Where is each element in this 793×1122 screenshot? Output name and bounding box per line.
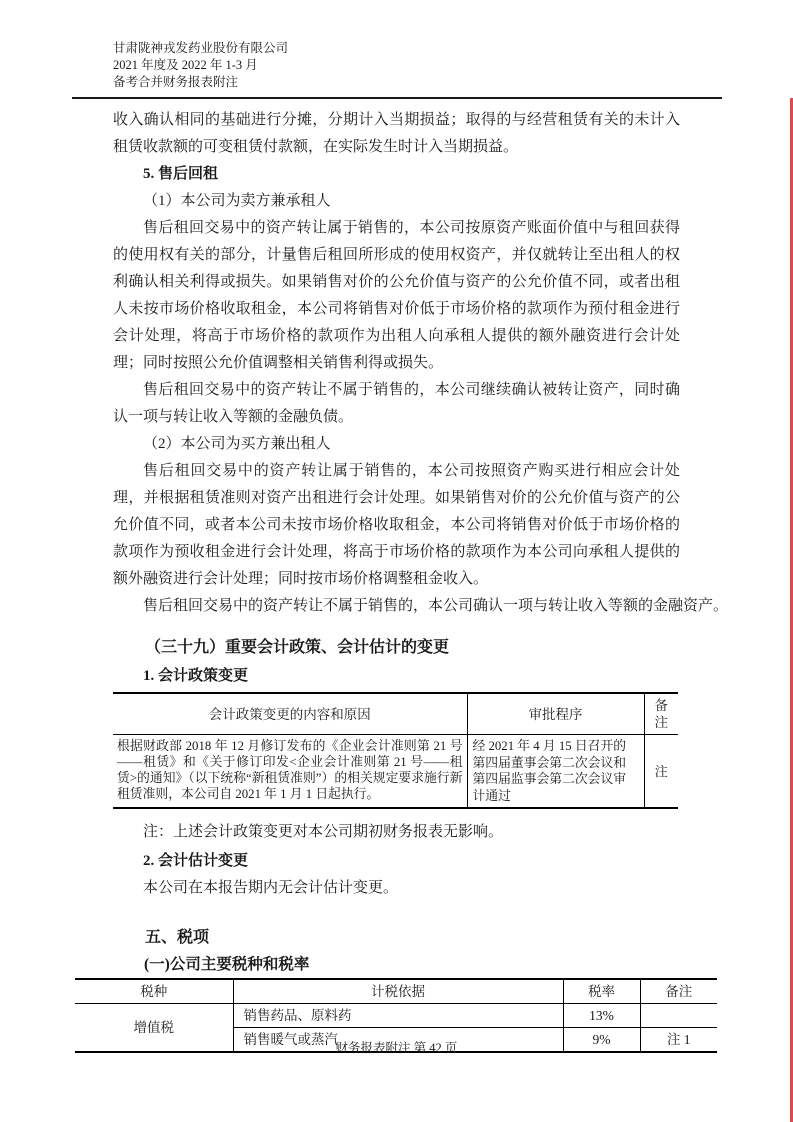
tax-cell-note: 注 1 [640,1028,717,1053]
policy-header-note: 备注 [644,693,678,735]
tax-header-note: 备注 [640,979,717,1004]
paragraph-seller-nonsale: 售后租回交易中的资产转让不属于销售的，本公司继续确认被转让资产，同时确认一项与转让收入等额的金融负债。 [113,382,680,425]
heading-tax-section: 五、税项 [145,929,210,946]
paragraph-buyer-nonsale: 售后租回交易中的资产转让不属于销售的，本公司确认一项与转让收入等额的金融资产。 [143,598,729,614]
heading-estimate-change: 2. 会计估计变更 [143,853,249,869]
heading-policy-change: 1. 会计政策变更 [143,668,249,684]
policy-table-header-row [113,693,678,735]
policy-cell-approval: 经 2021 年 4 月 15 日召开的第四届董事会第二次会议和第四届监事会第二次会议审计通过 [467,735,644,809]
heading-sale-leaseback: 5. 售后回租 [143,166,219,182]
tax-cell-basis: 销售药品、原料药 [233,1004,563,1028]
policy-cell-content: 根据财政部 2018 年 12 月修订发布的《企业会计准则第 21 号——租赁》和《关于修订印发<企业会计准则第 21 号——租赁>的通知》（以下统称“新租赁准则”）的相关规定要求施行新租赁准则，本公司自 2021 年 1 月 1 日起执行。 [113,735,467,809]
paragraph-buyer-sale: 售后租回交易中的资产转让属于销售的，本公司按照资产购买进行相应会计处理，并根据租赁准则对资产出租进行会计处理。如果销售对价的公允价值与资产的公允价值不同，或者本公司未按市场价格收取租金，本公司将销售对价低于市场价格的款项作为预收租金进行会计处理，将高于市场价格的款项作为本公司向承租人提供的额外融资进行会计处理；同时按市场价格调整租金收入。 [113,463,680,587]
page-header [113,40,288,91]
heading-section-39: （三十九）重要会计政策、会计估计的变更 [145,639,450,656]
tax-header-type: 税种 [75,979,233,1004]
tax-cell-rate: 9% [563,1028,640,1053]
paragraph-policy-note: 注：上述会计政策变更对本公司期初财务报表无影响。 [143,824,504,840]
tax-cell-note [640,1004,717,1028]
policy-table-row [113,735,678,809]
header-company: 甘肃陇神戎发药业股份有限公司 [113,41,289,55]
tax-header-rate: 税率 [563,979,640,1004]
tax-header-basis: 计税依据 [233,979,563,1004]
document-body [113,107,729,1053]
paragraph-seller-sale: 售后租回交易中的资产转让属于销售的，本公司按原资产账面价值中与租回获得的使用权有关的部分，计量售后租回所形成的使用权资产，并仅就转让至出租人的权利确认相关利得或损失。如果销售对价的公允价值与资产的公允价值不同，或者出租人未按市场价格收取租金，本公司将销售对价低于市场价格的款项作为预付租金进行会计处理，将高于市场价格的款项作为出租人向承租人提供的额外融资进行会计处理；同时按照公允价值调整相关销售利得或损失。 [113,220,680,371]
tax-cell-type: 增值税 [75,1004,233,1053]
policy-change-table [113,692,678,809]
paragraph-estimate: 本公司在本报告期内无会计估计变更。 [143,880,399,896]
header-period: 2021 年度及 2022 年 1-3 月 [113,58,258,72]
header-rule [72,97,722,99]
heading-tax-subsection: (一)公司主要税种和税率 [144,956,310,973]
tax-table-header-row [75,979,717,1004]
policy-cell-note: 注 [644,735,678,809]
paragraph-carryover: 收入确认相同的基础进行分摊，分期计入当期损益；取得的与经营租赁有关的未计入租赁收款额的可变租赁付款额，在实际发生时计入当期损益。 [113,112,680,155]
heading-buyer-lessor: （2）本公司为买方兼出租人 [143,436,331,452]
tax-cell-rate: 13% [563,1004,640,1028]
policy-header-approval: 审批程序 [467,693,644,735]
header-doc-title: 备考合并财务报表附注 [113,75,239,89]
tax-table-row [75,1004,717,1028]
heading-seller-lessee: （1）本公司为卖方兼承租人 [143,193,331,209]
tax-cell-basis: 销售暖气或蒸汽 [233,1028,563,1053]
policy-header-content: 会计政策变更的内容和原因 [113,693,467,735]
page-footer: 财务报表附注 第 42 页 [335,1041,458,1055]
